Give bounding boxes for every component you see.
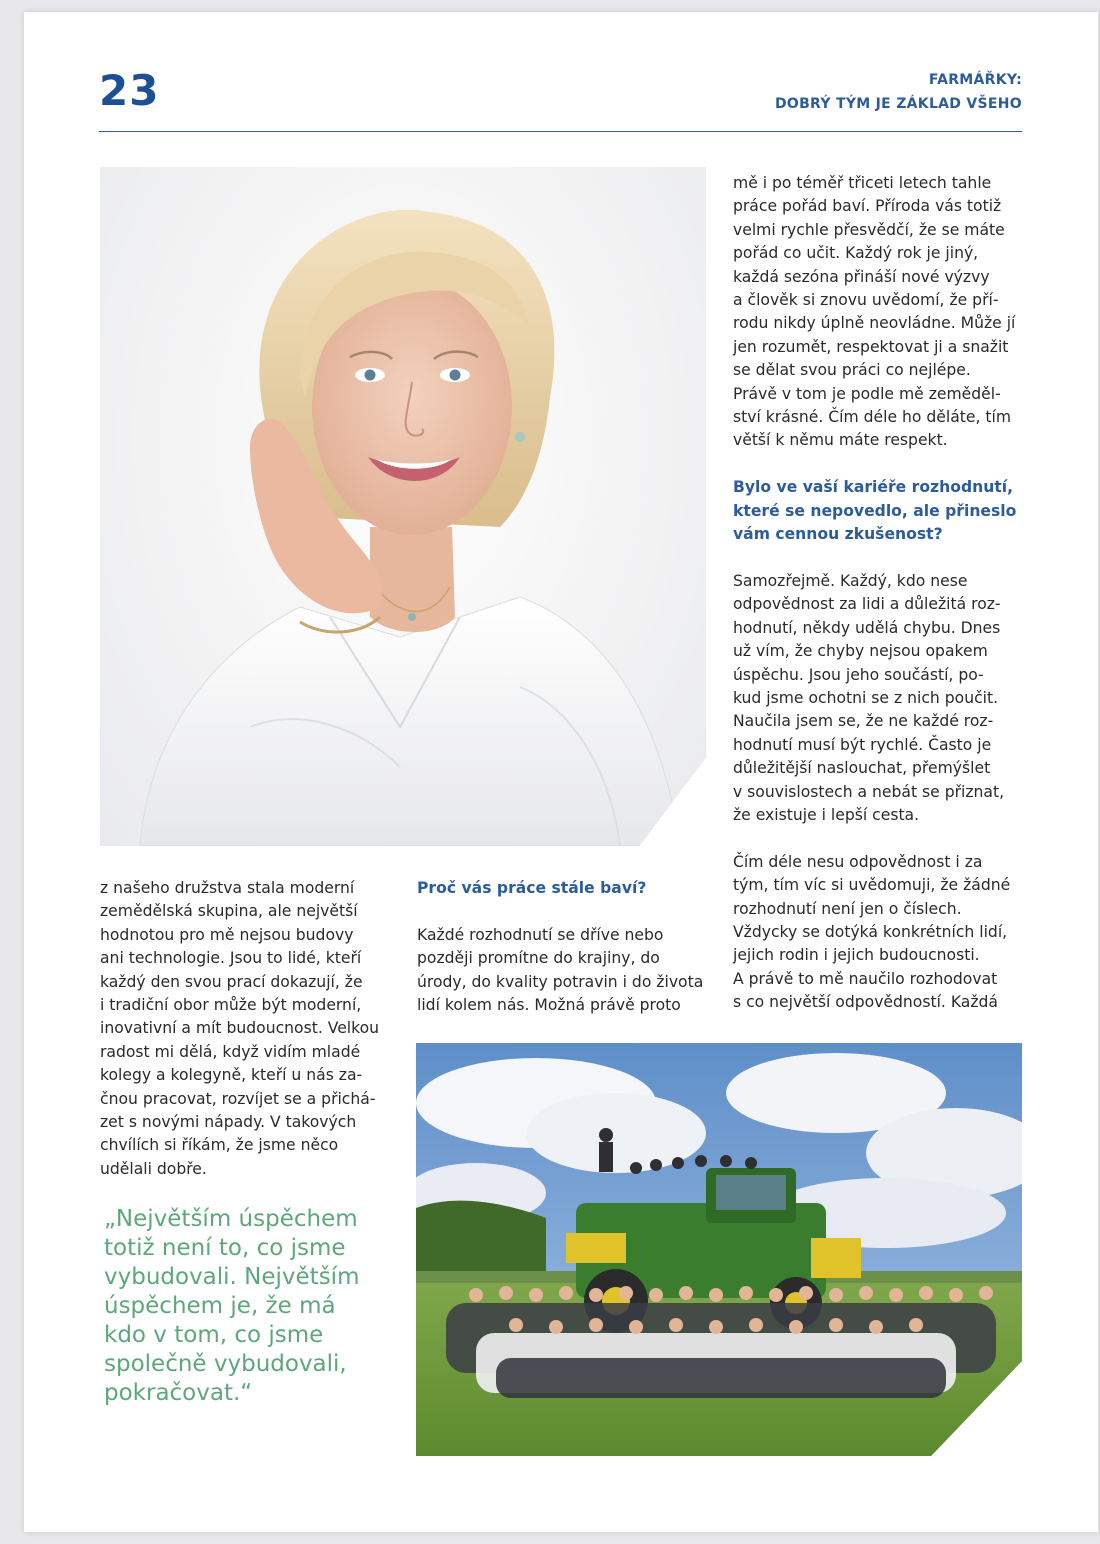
text-line: Každé rozhodnutí se dříve nebo (417, 925, 664, 944)
text-line: i tradiční obor může být moderní, (100, 996, 362, 1015)
interview-question (733, 476, 1033, 546)
column-left-bottom (100, 877, 400, 1181)
body-paragraph-right-3 (733, 851, 1033, 1015)
text-line: Čím déle nesu odpovědnost i za (733, 852, 983, 871)
text-line: pokračovat.“ (104, 1380, 253, 1406)
text-line: ani technologie. Jsou to lidé, kteří (100, 949, 362, 968)
text-line: rodu nikdy úplně neovládne. Může jí (733, 314, 1016, 333)
text-line: kud jsme ochotni se z nich poučit. (733, 688, 999, 707)
text-line: kolegy a kolegyně, kteří u nás za- (100, 1066, 363, 1085)
text-line: mě i po téměř třiceti letech tahle (733, 174, 992, 192)
text-line: důležitější naslouchat, přemýšlet (733, 759, 991, 778)
text-line: „Největším úspěchem (104, 1206, 358, 1232)
text-line: tým, tím víc si uvědomuji, že žádné (733, 876, 1011, 895)
column-right-top (733, 172, 1033, 1015)
text-line: radost mi dělá, když vidím mladé (100, 1042, 361, 1061)
text-line: větší k němu máte respekt. (733, 431, 948, 450)
text-line: inovativní a mít budoucnost. Velkou (100, 1019, 380, 1038)
text-line: úspěchem je, že má (104, 1293, 336, 1319)
text-line: už vím, že chyby nejsou opakem (733, 642, 988, 661)
text-line: Vždycky se dotýká konkrétních lidí, (733, 922, 1008, 941)
body-paragraph-middle (417, 924, 717, 1018)
text-line: pořád co učit. Každý rok je jiný, (733, 244, 979, 263)
text-line: lidí kolem nás. Možná právě proto (417, 996, 681, 1015)
body-paragraph-right-1 (733, 172, 1033, 453)
text-line: vám cennou zkušenost? (733, 525, 943, 544)
text-line: čnou pracovat, rozvíjet se a přichá- (100, 1089, 376, 1108)
pull-quote (104, 1205, 384, 1408)
text-line: z našeho družstva stala moderní (100, 879, 355, 897)
text-line: odpovědnost za lidi a důležitá roz- (733, 595, 1001, 614)
running-head (775, 68, 1022, 116)
text-line: se dělat svou práci co nejlépe. (733, 361, 971, 380)
running-head-line-1: FARMÁŘKY: (928, 72, 1022, 88)
text-line: Bylo ve vaší kariéře rozhodnutí, (733, 478, 1014, 497)
text-line: udělali dobře. (100, 1159, 207, 1178)
text-line: každý den svou prací dokazují, že (100, 972, 363, 991)
portrait-illustration (100, 167, 706, 846)
text-line: a člověk si znovu uvědomí, že pří- (733, 291, 999, 310)
text-line: hodnotou pro mě nejsou budovy (100, 925, 354, 944)
text-line: Právě v tom je podle mě zeměděl- (733, 384, 1001, 403)
text-line: úspěchu. Jsou jeho součástí, po- (733, 665, 984, 684)
text-line: společně vybudovali, (104, 1351, 347, 1377)
text-line: hodnutí musí být rychlé. Často je (733, 735, 992, 754)
header-rule (99, 131, 1022, 132)
text-line: zemědělská skupina, ale největší (100, 902, 358, 921)
running-head-line-2: DOBRÝ TÝM JE ZÁKLAD VŠEHO (774, 96, 1022, 112)
text-line: hodnutí, někdy udělá chybu. Dnes (733, 618, 1001, 637)
text-line: A právě to mě naučilo rozhodovat (733, 969, 998, 988)
text-line: jejich rodin i jejich budoucnosti. (733, 946, 980, 965)
team-group-photo (416, 1043, 1022, 1456)
text-line: kdo v tom, co jsme (104, 1322, 324, 1348)
text-line: v souvislostech a nebát se přiznat, (733, 782, 1005, 801)
text-line: chvílích si říkám, že jsme něco (100, 1136, 339, 1155)
group-illustration (416, 1043, 1022, 1456)
text-line: rozhodnutí není jen o číslech. (733, 899, 962, 918)
body-paragraph-left (100, 877, 400, 1181)
text-line: totiž není to, co jsme (104, 1235, 346, 1261)
text-line: které se nepovedlo, ale přineslo (733, 501, 1017, 520)
text-line: jen rozumět, respektovat ji a snažit (733, 337, 1009, 356)
text-line: vybudovali. Největším (104, 1264, 360, 1290)
text-line: později promítne do krajiny, do (417, 949, 660, 968)
text-line: úrody, do kvality potravin i do života (417, 972, 704, 991)
text-line: Samozřejmě. Každý, kdo nese (733, 571, 968, 590)
portrait-photo (100, 167, 706, 846)
text-line: zet s novými nápady. V takových (100, 1113, 357, 1132)
page-number: 23 (99, 66, 160, 115)
text-line: velmi rychle přesvědčí, že se máte (733, 220, 1005, 239)
interview-question: Proč vás práce stále baví? (417, 879, 647, 897)
text-line: práce pořád baví. Příroda vás totiž (733, 197, 1002, 216)
text-line: Naučila jsem se, že ne každé roz- (733, 712, 994, 731)
text-line: každá sezóna přináší nové výzvy (733, 267, 990, 286)
body-paragraph-right-2 (733, 570, 1033, 827)
text-line: s co největší odpovědností. Každá (733, 993, 998, 1012)
column-middle-bottom (417, 877, 717, 1017)
text-line: ství krásné. Čím déle ho děláte, tím (733, 408, 1012, 427)
text-line: že existuje i lepší cesta. (733, 805, 920, 824)
